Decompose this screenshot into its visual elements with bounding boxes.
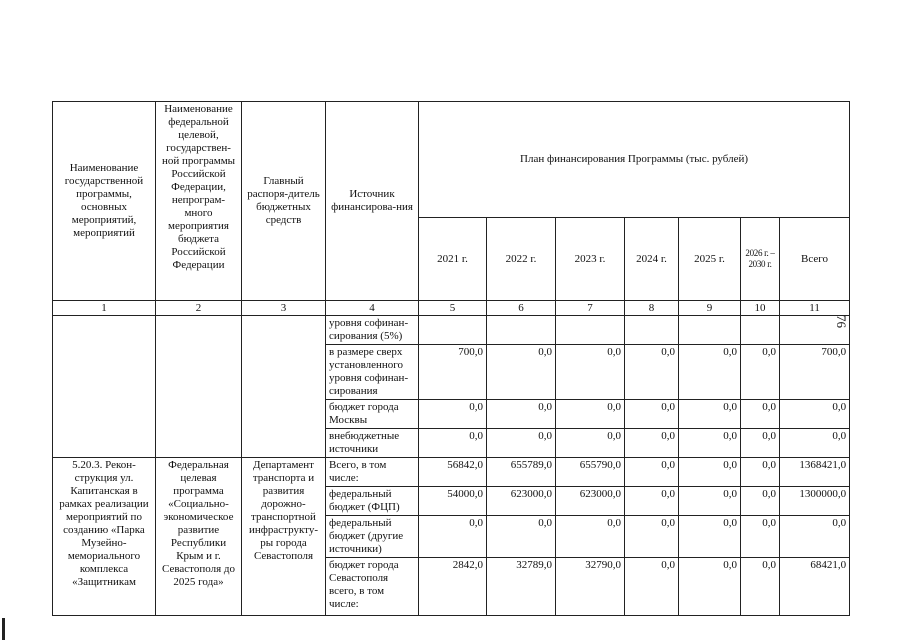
value-cell: 623000,0 — [556, 486, 625, 515]
value-cell — [625, 316, 679, 345]
value-cell: 0,0 — [556, 344, 625, 399]
value-cell: 0,0 — [625, 457, 679, 486]
value-cell — [556, 316, 625, 345]
value-cell: 0,0 — [741, 515, 780, 557]
table-row — [53, 316, 850, 345]
column-number: 6 — [487, 301, 556, 316]
column-number: 7 — [556, 301, 625, 316]
program-cell-empty — [156, 316, 242, 458]
header-year-2023: 2023 г. — [556, 218, 625, 301]
value-cell: 1368421,0 — [780, 457, 850, 486]
value-cell: 56842,0 — [419, 457, 487, 486]
column-number: 5 — [419, 301, 487, 316]
value-cell — [487, 316, 556, 345]
value-cell: 0,0 — [780, 515, 850, 557]
value-cell: 0,0 — [419, 428, 487, 457]
value-cell: 0,0 — [625, 486, 679, 515]
header-program-name: Наименование государственной программы, основных мероприятий, мероприятий — [53, 102, 156, 301]
column-number: 1 — [53, 301, 156, 316]
value-cell: 0,0 — [556, 515, 625, 557]
value-cell: 0,0 — [487, 344, 556, 399]
financing-table — [52, 101, 850, 616]
value-cell — [780, 316, 850, 345]
header-year-2024: 2024 г. — [625, 218, 679, 301]
value-cell: 0,0 — [556, 428, 625, 457]
value-cell: 0,0 — [487, 399, 556, 428]
column-number: 10 — [741, 301, 780, 316]
column-number: 8 — [625, 301, 679, 316]
header-year-2022: 2022 г. — [487, 218, 556, 301]
value-cell: 0,0 — [419, 399, 487, 428]
source-cell: в размере сверх установленного уровня софинан-сирования — [326, 344, 419, 399]
value-cell: 2842,0 — [419, 557, 487, 615]
value-cell: 0,0 — [741, 344, 780, 399]
value-cell: 0,0 — [487, 515, 556, 557]
value-cell: 0,0 — [780, 399, 850, 428]
value-cell: 0,0 — [679, 457, 741, 486]
value-cell: 0,0 — [780, 428, 850, 457]
page-number: 76 — [834, 315, 849, 328]
value-cell: 0,0 — [487, 428, 556, 457]
column-number: 4 — [326, 301, 419, 316]
value-cell: 0,0 — [679, 486, 741, 515]
measure-name-cell: 5.20.3. Рекон-струкция ул. Капитанская в рамках реализации мероприятий по созданию «Парка Музейно-мемориального комплекса «Защитникам — [53, 457, 156, 615]
value-cell: 0,0 — [625, 399, 679, 428]
value-cell: 0,0 — [741, 486, 780, 515]
value-cell: 0,0 — [741, 457, 780, 486]
value-cell: 700,0 — [780, 344, 850, 399]
column-number: 2 — [156, 301, 242, 316]
table-row — [53, 457, 850, 486]
manager-cell-empty — [242, 316, 326, 458]
header-total: Всего — [780, 218, 850, 301]
value-cell: 0,0 — [679, 557, 741, 615]
value-cell: 0,0 — [679, 428, 741, 457]
header-year-2025: 2025 г. — [679, 218, 741, 301]
column-number: 3 — [242, 301, 326, 316]
value-cell: 0,0 — [625, 515, 679, 557]
value-cell: 700,0 — [419, 344, 487, 399]
column-numbers-row — [53, 301, 850, 316]
value-cell — [741, 316, 780, 345]
source-cell: бюджет города Севастополя всего, в том числе: — [326, 557, 419, 615]
value-cell — [679, 316, 741, 345]
value-cell: 655790,0 — [556, 457, 625, 486]
value-cell: 0,0 — [741, 399, 780, 428]
header-federal-program: Наименование федеральной целевой, государствен-ной программы Российской Федерации, непрограм-много мероприятия бюджета Российской Федерации — [156, 102, 242, 301]
value-cell: 0,0 — [625, 428, 679, 457]
value-cell: 54000,0 — [419, 486, 487, 515]
value-cell: 0,0 — [679, 515, 741, 557]
value-cell: 0,0 — [741, 557, 780, 615]
value-cell: 0,0 — [625, 344, 679, 399]
value-cell: 623000,0 — [487, 486, 556, 515]
value-cell — [419, 316, 487, 345]
header-year-2026-2030: 2026 г. – 2030 г. — [741, 218, 780, 301]
value-cell: 0,0 — [625, 557, 679, 615]
header-budget-manager: Главный распоря-дитель бюджетных средств — [242, 102, 326, 301]
header-financing-plan: План финансирования Программы (тыс. рублей) — [419, 102, 850, 218]
source-cell: Всего, в том числе: — [326, 457, 419, 486]
value-cell: 32790,0 — [556, 557, 625, 615]
column-number: 11 — [780, 301, 850, 316]
source-cell: федеральный бюджет (другие источники) — [326, 515, 419, 557]
value-cell: 0,0 — [556, 399, 625, 428]
value-cell: 0,0 — [679, 344, 741, 399]
value-cell: 68421,0 — [780, 557, 850, 615]
source-cell: внебюджетные источники — [326, 428, 419, 457]
header-year-2021: 2021 г. — [419, 218, 487, 301]
source-cell: федеральный бюджет (ФЦП) — [326, 486, 419, 515]
measure-cell-empty — [53, 316, 156, 458]
value-cell: 0,0 — [419, 515, 487, 557]
value-cell: 655789,0 — [487, 457, 556, 486]
scan-edge-mark — [2, 618, 5, 640]
value-cell: 0,0 — [679, 399, 741, 428]
federal-program-cell: Федеральная целевая программа «Социально-экономическое развитие Республики Крым и г. Севастополя до 2025 года» — [156, 457, 242, 615]
source-cell: уровня софинан-сирования (5%) — [326, 316, 419, 345]
source-cell: бюджет города Москвы — [326, 399, 419, 428]
value-cell: 1300000,0 — [780, 486, 850, 515]
value-cell: 0,0 — [741, 428, 780, 457]
column-number: 9 — [679, 301, 741, 316]
header-funding-source: Источник финансирова-ния — [326, 102, 419, 301]
value-cell: 32789,0 — [487, 557, 556, 615]
budget-manager-cell: Департамент транспорта и развития дорожно-транспортной инфраструкту-ры города Севастополя — [242, 457, 326, 615]
